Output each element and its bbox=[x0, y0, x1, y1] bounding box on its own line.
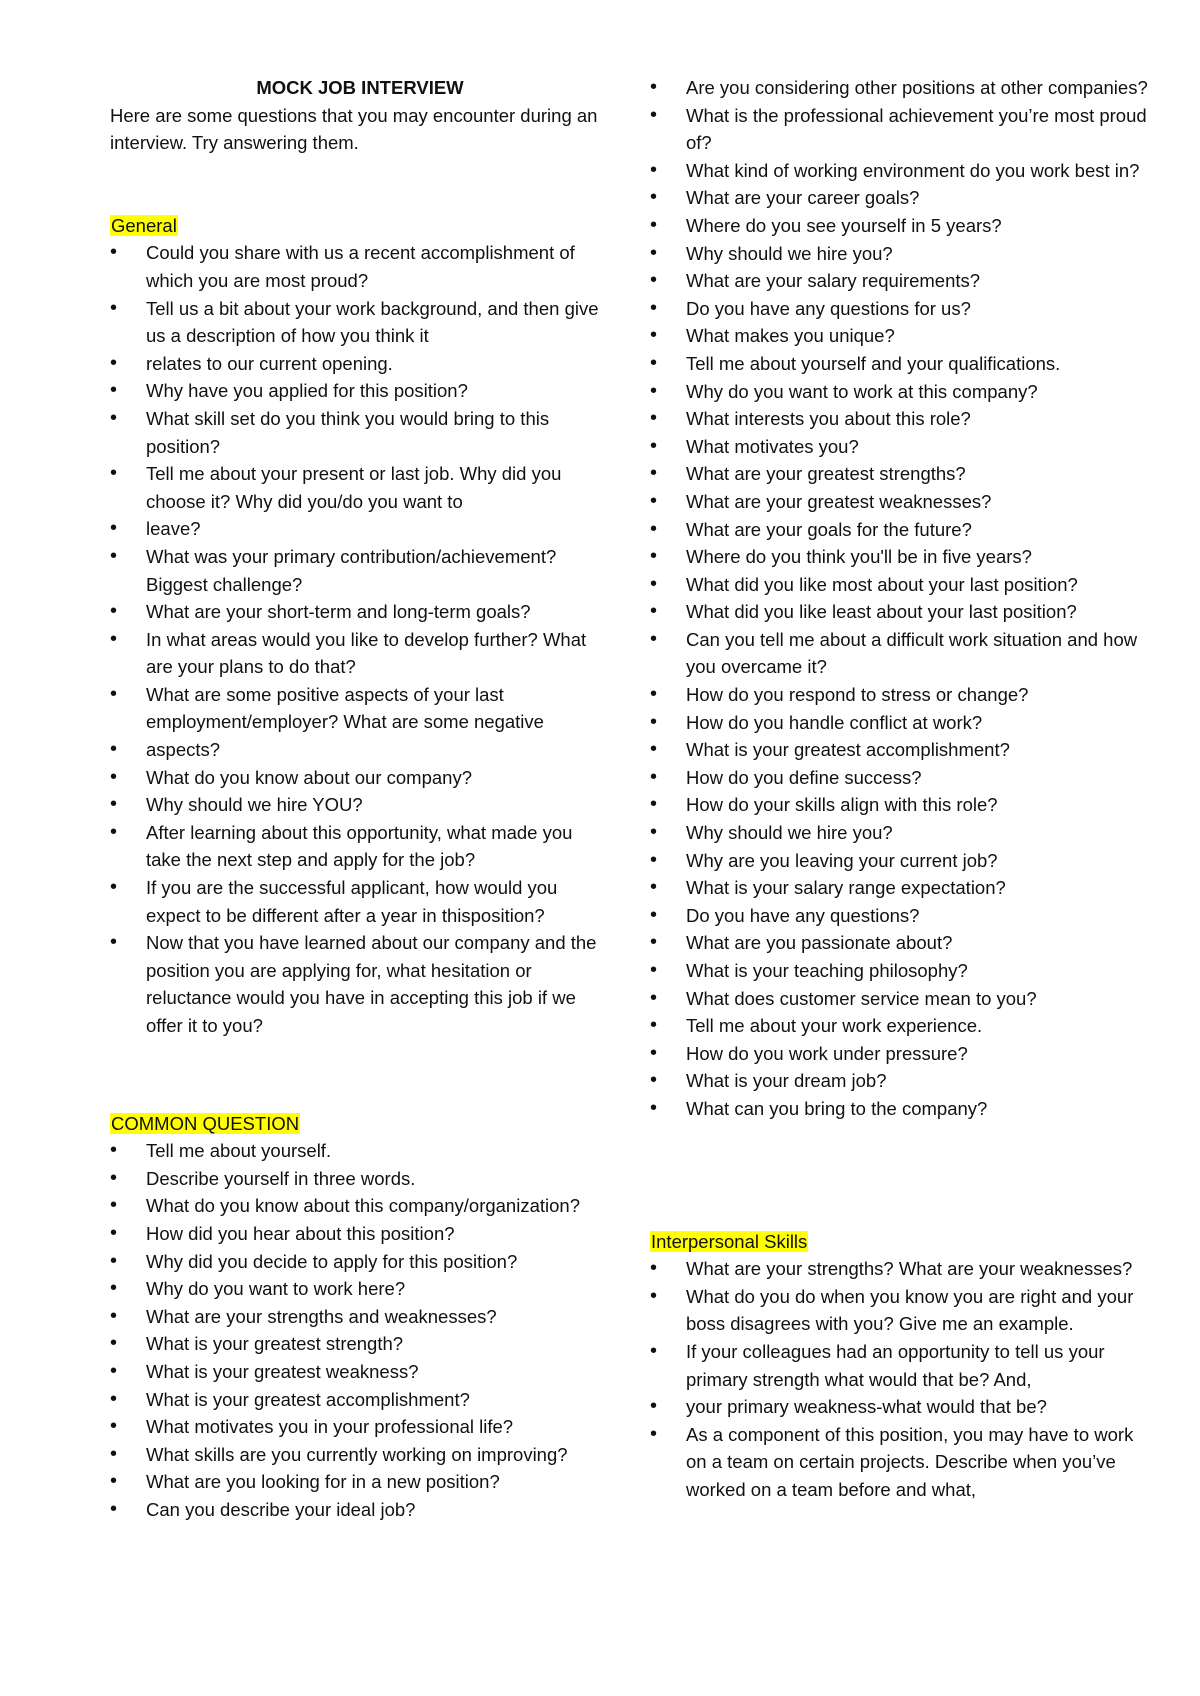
question-item: • Tell me about yourself and your qualifications. bbox=[650, 350, 1150, 378]
question-item: • After learning about this opportunity, what made you take the next step and apply for the job? bbox=[110, 819, 610, 874]
question-item: • In what areas would you like to develop further? What are your plans to do that? bbox=[110, 626, 610, 681]
highlighted-heading: General bbox=[111, 214, 177, 236]
question-item: • What are you passionate about? bbox=[650, 929, 1150, 957]
question-item: • Why should we hire you? bbox=[650, 240, 1150, 268]
right-column bbox=[650, 74, 1150, 1504]
question-item: • Could you share with us a recent accomplishment of which you are most proud? bbox=[110, 239, 610, 294]
question-item: • Why are you leaving your current job? bbox=[650, 847, 1150, 875]
question-item: • What motivates you in your professional life? bbox=[110, 1413, 610, 1441]
question-item: • How do your skills align with this role? bbox=[650, 791, 1150, 819]
common-question-list-right bbox=[650, 74, 1150, 1123]
question-item: • What is the professional achievement you’re most proud of? bbox=[650, 102, 1150, 157]
question-item: • What is your greatest accomplishment? bbox=[650, 736, 1150, 764]
question-item: • What can you bring to the company? bbox=[650, 1095, 1150, 1123]
section-heading-common bbox=[110, 1110, 610, 1138]
question-item: • What are your strengths? What are your weaknesses? bbox=[650, 1255, 1150, 1283]
question-item: • What is your salary range expectation? bbox=[650, 874, 1150, 902]
general-question-list bbox=[110, 239, 610, 1039]
question-item: • How do you work under pressure? bbox=[650, 1040, 1150, 1068]
question-item: • What skill set do you think you would bring to this position? bbox=[110, 405, 610, 460]
question-item: • How did you hear about this position? bbox=[110, 1220, 610, 1248]
question-item: • As a component of this position, you may have to work on a team on certain projects. Describe when you’ve worked on a team before and what, bbox=[650, 1421, 1150, 1504]
question-item: • Can you describe your ideal job? bbox=[110, 1496, 610, 1524]
question-item: • What are your greatest weaknesses? bbox=[650, 488, 1150, 516]
question-item: • Why did you decide to apply for this position? bbox=[110, 1248, 610, 1276]
question-item: • What do you do when you know you are right and your boss disagrees with you? Give me an example. bbox=[650, 1283, 1150, 1338]
question-item: • your primary weakness-what would that be? bbox=[650, 1393, 1150, 1421]
left-column bbox=[110, 74, 610, 1524]
question-item: • Can you tell me about a difficult work situation and how you overcame it? bbox=[650, 626, 1150, 681]
question-item: • What are your goals for the future? bbox=[650, 516, 1150, 544]
question-item: • aspects? bbox=[110, 736, 610, 764]
question-item: • What did you like most about your last position? bbox=[650, 571, 1150, 599]
question-item: • What are your strengths and weaknesses? bbox=[110, 1303, 610, 1331]
question-item: • Where do you see yourself in 5 years? bbox=[650, 212, 1150, 240]
question-item: • What do you know about our company? bbox=[110, 764, 610, 792]
question-item: • What do you know about this company/organization? bbox=[110, 1192, 610, 1220]
question-item: • leave? bbox=[110, 515, 610, 543]
question-item: • Why should we hire you? bbox=[650, 819, 1150, 847]
question-item: • What are your greatest strengths? bbox=[650, 460, 1150, 488]
question-item: • Where do you think you'll be in five years? bbox=[650, 543, 1150, 571]
question-item: • How do you respond to stress or change? bbox=[650, 681, 1150, 709]
question-item: • What are you looking for in a new position? bbox=[110, 1468, 610, 1496]
question-item: • What skills are you currently working on improving? bbox=[110, 1441, 610, 1469]
question-item: • Tell me about your work experience. bbox=[650, 1012, 1150, 1040]
page-title: MOCK JOB INTERVIEW bbox=[256, 77, 464, 98]
question-item: • What is your greatest strength? bbox=[110, 1330, 610, 1358]
question-item: • Why have you applied for this position? bbox=[110, 377, 610, 405]
question-item: • Do you have any questions? bbox=[650, 902, 1150, 930]
question-item: • What is your teaching philosophy? bbox=[650, 957, 1150, 985]
question-item: • Describe yourself in three words. bbox=[110, 1165, 610, 1193]
question-item: • What does customer service mean to you? bbox=[650, 985, 1150, 1013]
question-item: • Why do you want to work at this company? bbox=[650, 378, 1150, 406]
question-item: • What makes you unique? bbox=[650, 322, 1150, 350]
question-item: • Tell me about your present or last job. Why did you choose it? Why did you/do you want to bbox=[110, 460, 610, 515]
question-item: • If your colleagues had an opportunity to tell us your primary strength what would that be? And, bbox=[650, 1338, 1150, 1393]
question-item: • Tell us a bit about your work background, and then give us a description of how you think it bbox=[110, 295, 610, 350]
question-item: • What was your primary contribution/achievement? Biggest challenge? bbox=[110, 543, 610, 598]
question-item: • What motivates you? bbox=[650, 433, 1150, 461]
question-item: • What did you like least about your last position? bbox=[650, 598, 1150, 626]
question-item: • How do you define success? bbox=[650, 764, 1150, 792]
interpersonal-question-list bbox=[650, 1255, 1150, 1503]
question-item: • How do you handle conflict at work? bbox=[650, 709, 1150, 737]
question-item: • What is your greatest weakness? bbox=[110, 1358, 610, 1386]
question-item: • If you are the successful applicant, how would you expect to be different after a year in thisposition? bbox=[110, 874, 610, 929]
highlighted-heading: Interpersonal Skills bbox=[651, 1230, 808, 1252]
question-item: • What are your salary requirements? bbox=[650, 267, 1150, 295]
question-item: • Tell me about yourself. bbox=[110, 1137, 610, 1165]
question-item: • Are you considering other positions at other companies? bbox=[650, 74, 1150, 102]
section-heading-general bbox=[110, 212, 610, 240]
common-question-list-left bbox=[110, 1137, 610, 1523]
question-item: • Why do you want to work here? bbox=[110, 1275, 610, 1303]
section-heading-interpersonal bbox=[650, 1228, 1150, 1256]
question-item: • Now that you have learned about our company and the position you are applying for, what hesitation or reluctance would you have in accepting this job if we offer it to you? bbox=[110, 929, 610, 1039]
question-item: • relates to our current opening. bbox=[110, 350, 610, 378]
question-item: • Why should we hire YOU? bbox=[110, 791, 610, 819]
question-item: • What are some positive aspects of your last employment/employer? What are some negative bbox=[110, 681, 610, 736]
question-item: • What interests you about this role? bbox=[650, 405, 1150, 433]
question-item: • What is your dream job? bbox=[650, 1067, 1150, 1095]
question-item: • What kind of working environment do you work best in? bbox=[650, 157, 1150, 185]
intro-text: Here are some questions that you may encounter during an interview. Try answering them. bbox=[110, 104, 598, 154]
highlighted-heading: COMMON QUESTION bbox=[111, 1112, 300, 1134]
question-item: • What is your greatest accomplishment? bbox=[110, 1386, 610, 1414]
question-item: • What are your short-term and long-term goals? bbox=[110, 598, 610, 626]
question-item: • Do you have any questions for us? bbox=[650, 295, 1150, 323]
question-item: • What are your career goals? bbox=[650, 184, 1150, 212]
